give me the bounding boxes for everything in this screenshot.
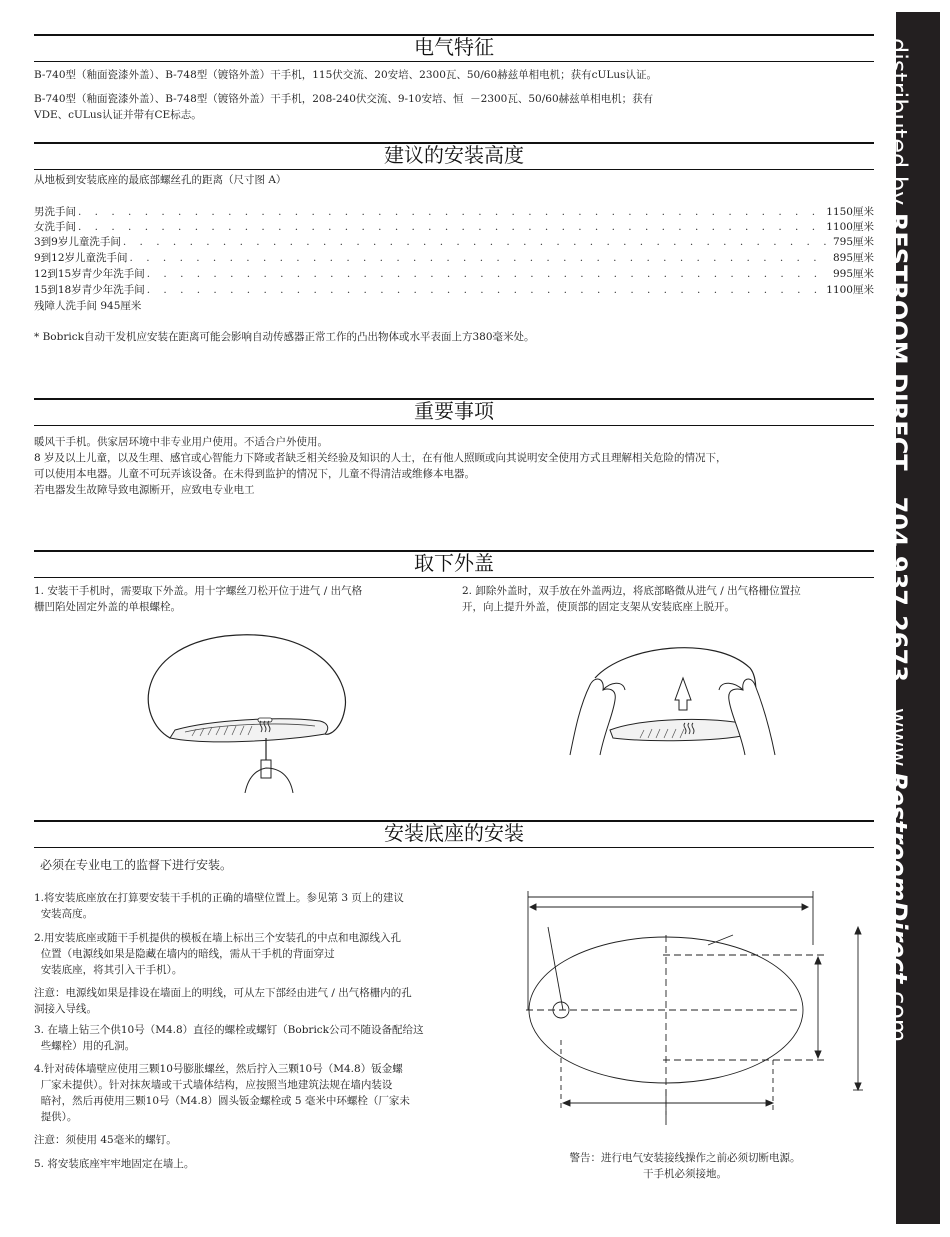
height-intro: 从地板到安装底座的最底部螺丝孔的距离（尺寸图 A） — [34, 174, 287, 186]
hands-lifting-illustration — [565, 630, 780, 795]
supervise-note: 必须在专业电工的监督下进行安装。 — [40, 858, 233, 872]
brand-name: RESTROOM DIRECT — [884, 212, 912, 471]
cover-title: 取下外盖 — [414, 551, 494, 575]
sensor-note: * Bobrick自动干发机应安装在距离可能会影响自动传感器正常工作的凸出物体或水平表面上方380毫米处。 — [34, 331, 535, 343]
screwdriver-illustration — [130, 628, 360, 793]
phone-number: 704.937.2673 — [884, 496, 912, 682]
mount-note-2: 注意：须使用 45毫米的螺钉。 — [34, 1134, 177, 1146]
mount-title: 安装底座的安装 — [384, 821, 524, 845]
height-row: 9到12岁儿童洗手间 . . . 895厘米 — [34, 251, 874, 266]
mounting-template-diagram — [518, 885, 863, 1125]
cover-step-2: 2. 卸除外盖时，双手放在外盖两边，将底部略微从进气 / 出气格栅位置拉 开，向上提升外盖，使顶部的固定支架从安装底座上脱开。 — [462, 585, 801, 613]
height-row: 3到9岁儿童洗手间 . . . 795厘米 — [34, 235, 874, 250]
accessible-height: 残障人洗手间 945厘米 — [34, 300, 142, 312]
mount-step-1: 1.将安装底座放在打算要安装干手机的正确的墙壁位置上。参见第 3 页上的建议 安装高度。 — [34, 892, 404, 920]
height-row: 15到18岁青少年洗手间 . . . 1100厘米 — [34, 283, 874, 298]
section-rule — [34, 847, 874, 848]
mount-step-2: 2.用安装底座或随干手机提供的模板在墙上标出三个安装孔的中点和电源线入孔 位置（电源线如果是隐藏在墙内的暗线，需从干手机的背面穿过 安装底座，将其引入干手机）。 — [34, 932, 402, 976]
mount-step-5: 5. 将安装底座牢牢地固定在墙上。 — [34, 1158, 195, 1170]
height-row: 男洗手间 . . . 1150厘米 — [34, 205, 874, 220]
height-row: 女洗手间 . . . 1100厘米 — [34, 220, 874, 235]
warning-ground: 干手机必须接地。 — [643, 1168, 727, 1180]
section-rule — [34, 425, 874, 426]
mount-step-3: 3. 在墙上钻三个供10号（M4.8）直径的螺栓或螺钉（Bobrick公司不随设备配给这 些螺栓）用的孔洞。 — [34, 1024, 424, 1052]
height-title: 建议的安装高度 — [384, 143, 524, 167]
section-rule — [34, 577, 874, 578]
distributed-by-label: distributed by — [884, 38, 912, 213]
important-text: 暖风干手机。供家居环境中非专业用户使用。不适合户外使用。 8 岁及以上儿童，以及生理、感官或心智能力下降或者缺乏相关经验及知识的人士，在有他人照顾或向其说明安全使用方式且理解相关危险的情况下， 可以使用本电器。儿童不可玩弄该设备。在未得到监护的情况下，儿童不得清洁或维修本电器。 若电器发生故障导致电源断开，应致电专业电工 — [34, 436, 727, 496]
electrical-spec-2: B-740型（釉面瓷漆外盖）、B-748型（镀铬外盖）干手机，208-240伏交流、9-10安培、恒 －2300瓦、50/60赫兹单相电机；获有 VDE、cULus认证并带有CE标志。 — [34, 93, 654, 121]
mount-note-1: 注意：电源线如果是排设在墙面上的明线，可从左下部经由进气 / 出气格栅内的孔 洞接入导线。 — [34, 987, 412, 1015]
distributor-text — [876, 38, 920, 1042]
mount-step-4: 4.针对砖体墙壁应使用三颗10号膨胀螺丝，然后拧入三颗10号（M4.8）钣金螺 厂家未提供）。针对抹灰墙或干式墙体结构，应按照当地建筑法规在墙内装设 暗衬，然后再使用三颗10号（M4.8）圆头钣金螺栓或 5 毫米中环螺栓（厂家未 提供）。 — [34, 1063, 410, 1123]
section-rule — [34, 169, 874, 170]
electrical-spec-1: B-740型（釉面瓷漆外盖）、B-748型（镀铬外盖）干手机，115伏交流、20安培、2300瓦、50/60赫兹单相电机；获有cULus认证。 — [34, 69, 657, 81]
section-rule — [34, 61, 874, 62]
height-row: 12到15岁青少年洗手间 . . . 995厘米 — [34, 267, 874, 282]
important-title: 重要事项 — [414, 399, 494, 423]
website-link[interactable]: www.RestroomDirect.com — [884, 707, 912, 1043]
warning-power: 警告：进行电气安装接线操作之前必须切断电源。 — [569, 1152, 801, 1164]
electrical-title: 电气特征 — [414, 35, 494, 59]
cover-step-1: 1. 安装干手机时，需要取下外盖。用十字螺丝刀松开位于进气 / 出气格 栅凹陷处固定外盖的单根螺栓。 — [34, 585, 363, 613]
